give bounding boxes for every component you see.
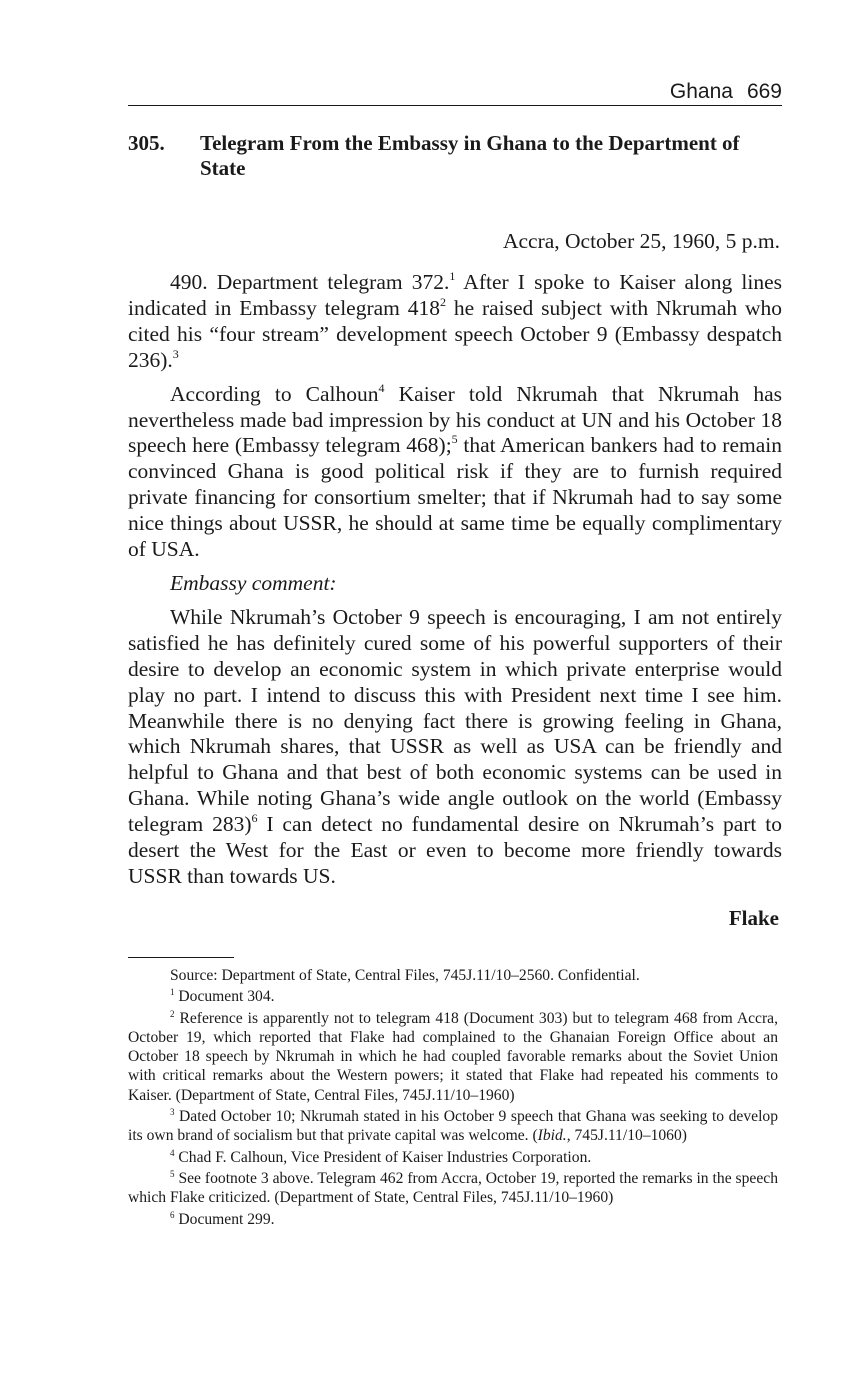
document-title: Telegram From the Embassy in Ghana to the Department of State — [200, 131, 740, 180]
footnote-divider — [128, 957, 234, 958]
footnotes — [128, 966, 778, 1231]
footnote-1: $^1$ Document 304. — [170, 987, 275, 1006]
page-number: 669 — [746, 80, 782, 103]
footnote-6: $^6$ Document 299. — [170, 1209, 275, 1228]
running-head-section: Ghana — [669, 80, 733, 103]
footnote-source: Source: Department of State, Central Files, 745J.11/10–2560. Confidential. — [170, 967, 640, 984]
footnote-3: $^3$ Dated October 10; Nkrumah stated in his October 9 speech that Ghana was seeking to develop its own brand of socialism but that private capital was welcome. (Ibid., 745J.11/10–1060) — [128, 1107, 778, 1145]
signature: Flake — [728, 906, 779, 930]
footnote-ref-5[interactable]: 5 — [451, 432, 458, 447]
footnote-ref-2[interactable]: 2 — [439, 294, 446, 309]
footnote-4: $^4$ Chad F. Calhoun, Vice President of Kaiser Industries Corporation. — [170, 1147, 592, 1166]
footnote-2: $^2$ Reference is apparently not to telegram 418 (Document 303) but to telegram 468 from Accra, October 19, which reported that Flake had complained to the Ghanaian Foreign Office about an October 18 speech by Nkrumah in which he had coupled favorable remarks about the Soviet Union with critical remarks about the Western powers; it stated that Flake had repeated his comments to Kaiser. (Department of State, Central Files, 745J.11/10–1960) — [128, 1008, 778, 1104]
body-paragraph-2: According to Calhoun$^4$ Kaiser told Nkrumah that Nkrumah has nevertheless made bad impression by his conduct at UN and his October 18 speech here (Embassy telegram 468);$^5$ that American bankers had to remain convinced Ghana is good political risk if they are to furnish required private financing for consortium smelter; that if Nkrumah had to say some nice things about USSR, he should at same time be equally complimentary of USA. — [128, 380, 782, 562]
footnote-ref-4[interactable]: 4 — [378, 380, 385, 395]
comment-heading: Embassy comment: — [170, 570, 337, 595]
body-paragraph-3: While Nkrumah’s October 9 speech is encouraging, I am not entirely satisfied he has definitely cured some of his powerful supporters of their desire to develop an economic system in which private enterprise would play no part. I intend to discuss this with President next time I see him. Meanwhile there is no denying fact there is growing feeling in Ghana, which Nkrumah shares, that USSR as well as USA can be friendly and helpful to Ghana and that best of both economic systems can be used in Ghana. While noting Ghana’s wide angle outlook on the world (Embassy telegram 283)$^6$ I can detect no fundamental desire on Nkrumah’s part to desert the West for the East or even to become more friendly towards USSR than towards US. — [128, 604, 782, 888]
footnote-ref-1[interactable]: 1 — [449, 269, 456, 283]
body-paragraph-1: 490. Department telegram 372.$^1$ After I spoke to Kaiser along lines indicated in Embassy telegram $418^2$ he raised subject with Nkrumah who cited his “four stream” development speech October 9 (Embassy despatch 236).$^3$ — [128, 269, 783, 372]
footnote-ref-6[interactable]: 6 — [251, 811, 258, 826]
footnote-ref-3[interactable]: 3 — [172, 346, 179, 361]
running-head — [128, 78, 782, 106]
footnote-5: $^5$ See footnote 3 above. Telegram 462 from Accra, October 19, reported the remarks in the speech which Flake criticized. (Department of State, Central Files, 745J.11/10–1960) — [128, 1168, 778, 1207]
telegram-body — [128, 270, 782, 898]
document-number: 305. — [128, 131, 165, 155]
document-heading — [128, 131, 788, 181]
dateline: Accra, October 25, 1960, 5 p.m. — [502, 229, 780, 253]
